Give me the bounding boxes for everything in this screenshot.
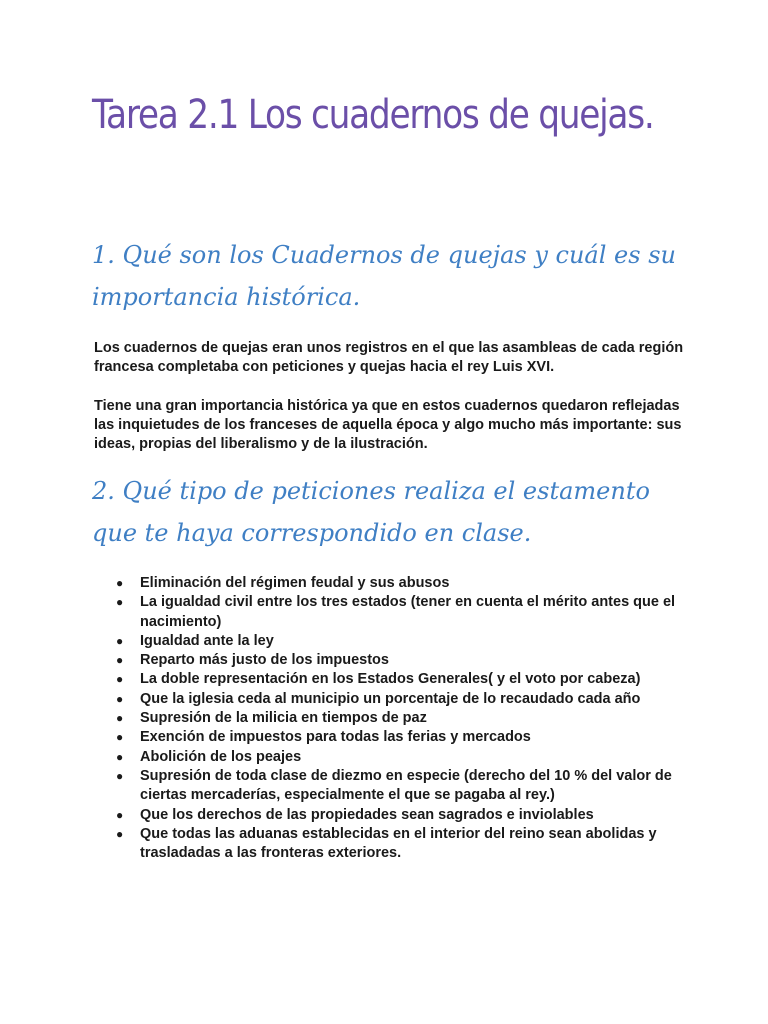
section-2-heading: 2. Qué tipo de peticiones realiza el estamento que te haya correspondido en clase. [92, 477, 650, 547]
petitions-list [94, 574, 694, 863]
list-item [94, 767, 694, 806]
bullet-icon: ● [116, 653, 124, 668]
list-item-text: La igualdad civil entre los tres estados (tener en cuenta el mérito antes que el nacimiento) [140, 594, 676, 630]
list-item-text: Que la iglesia ceda al municipio un porcentaje de lo recaudado cada año [140, 690, 641, 707]
bullet-icon: ● [116, 826, 124, 841]
page-title: Tarea 2.1 Los cuadernos de quejas. [92, 92, 654, 138]
bullet-icon: ● [116, 633, 124, 648]
bullet-icon: ● [116, 768, 124, 783]
list-item-text: Que todas las aduanas establecidas en el interior del reino sean abolidas y trasladadas a las fronteras exteriores. [140, 825, 657, 862]
list-item [94, 690, 694, 709]
section-1-paragraph-1: Los cuadernos de quejas eran unos registros en el que las asambleas de cada región francesa completaba con peticiones y quejas hacia el rey Luis XVI. [94, 340, 684, 375]
bullet-icon: ● [116, 730, 124, 745]
section-1-paragraph-2: Tiene una gran importancia histórica ya que en estos cuadernos quedaron reflejadas las inquietudes de los franceses de aquella época y algo mucho más importante: sus ideas, propias del liberalismo y de la ilustración. [94, 398, 682, 452]
section-1-heading: 1. Qué son los Cuadernos de quejas y cuál es su importancia histórica. [92, 241, 676, 311]
bullet-icon: ● [116, 576, 124, 590]
list-item [94, 748, 694, 767]
bullet-icon: ● [116, 711, 124, 726]
list-item-text: Eliminación del régimen feudal y sus abusos [140, 575, 450, 591]
bullet-icon: ● [116, 691, 124, 706]
bullet-icon: ● [116, 749, 124, 764]
bullet-icon: ● [116, 807, 124, 822]
list-item [94, 728, 694, 747]
list-item-text: Reparto más justo de los impuestos [140, 652, 389, 669]
list-item [94, 806, 694, 825]
bullet-icon: ● [116, 672, 124, 687]
bullet-icon: ● [116, 595, 124, 610]
list-item-text: Que los derechos de las propiedades sean sagrados e inviolables [140, 806, 594, 823]
list-item-text: Supresión de la milicia en tiempos de paz [140, 710, 427, 727]
list-item-text: La doble representación en los Estados Generales( y el voto por cabeza) [140, 671, 641, 688]
list-item [94, 574, 694, 593]
list-item [94, 632, 694, 651]
list-item [94, 709, 694, 728]
list-item-text: Supresión de toda clase de diezmo en especie (derecho del 10 % del valor de ciertas mercaderías, especialmente el que se pagaba al rey.) [140, 767, 672, 804]
list-item [94, 651, 694, 670]
list-item [94, 825, 694, 864]
list-item [94, 593, 694, 632]
list-item-text: Abolición de los peajes [140, 748, 302, 765]
list-item [94, 670, 694, 689]
list-item-text: Exención de impuestos para todas las ferias y mercados [140, 729, 531, 746]
list-item-text: Igualdad ante la ley [140, 632, 274, 649]
